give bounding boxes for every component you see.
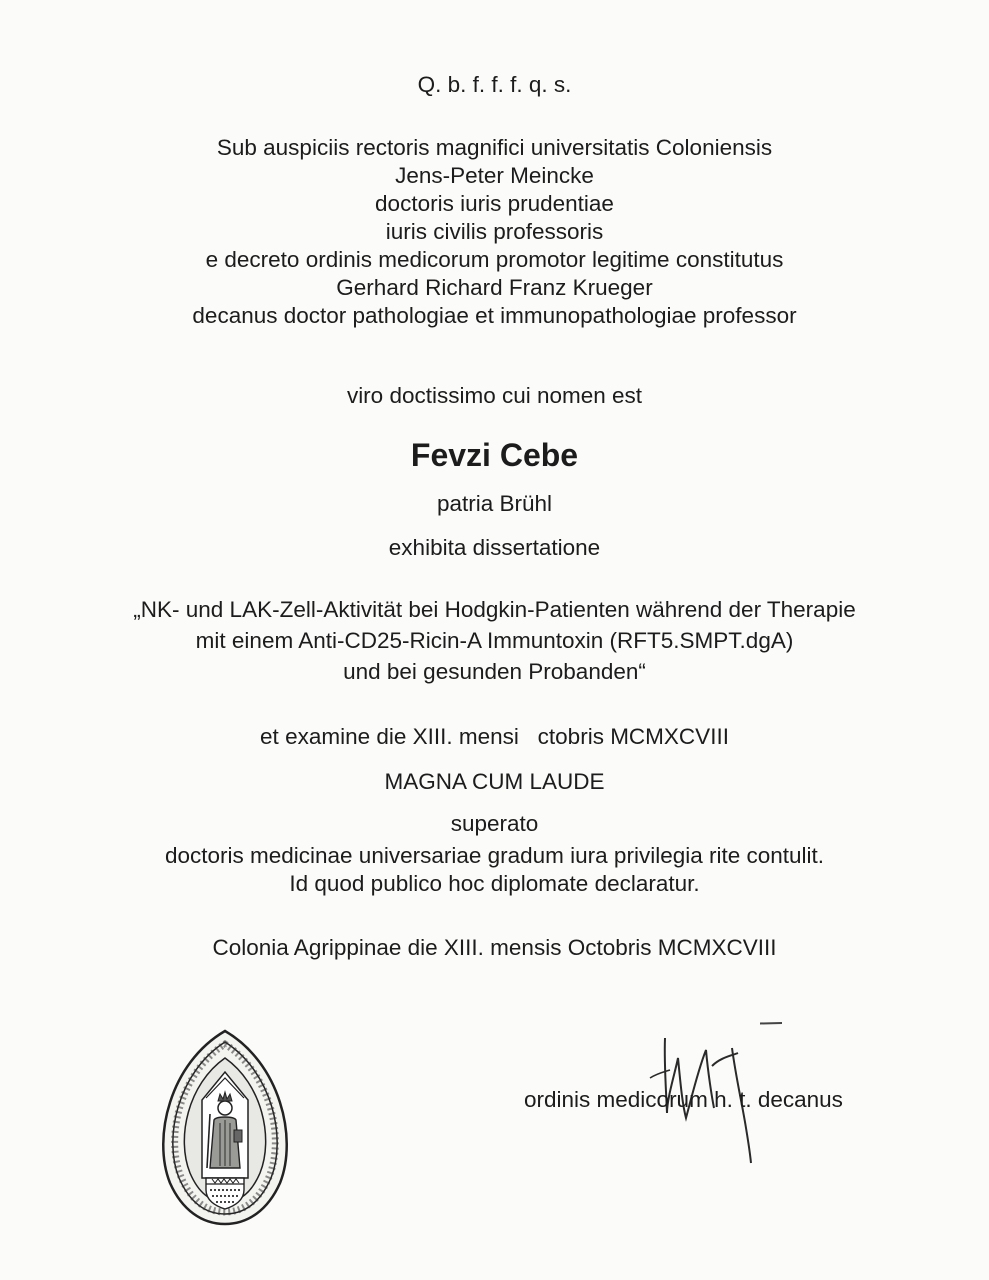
header-initials: Q. b. f. f. f. q. s. [417,72,572,97]
candidate-intro: viro doctissimo cui nomen est [346,383,643,408]
declaration-line: Id quod publico hoc diplomate declaratur. [289,871,700,896]
rector-profession: iuris civilis professoris [385,219,604,244]
ink-mark-icon [760,1022,782,1025]
exam-date-line: et examine die XIII. mensi ctobris MCMXCVIII [260,724,729,749]
dean-title: decanus doctor pathologiae et immunopathologiae professor [192,303,797,328]
rector-name [0,162,989,190]
dissertation-title-line: mit einem Anti-CD25-Ricin-A Immuntoxin (RFT5.SMPT.dgA) [195,628,794,653]
dissertation-title-line: „NK- und LAK-Zell-Aktivität bei Hodgkin-Patienten während der Therapie [133,597,856,622]
candidate-name: Fevzi Cebe [410,437,579,473]
candidate-origin: patria Brühl [436,491,553,516]
place-date-line: Colonia Agrippinae die XIII. mensis Octobris MCMXCVIII [212,935,777,960]
dissertation-intro: exhibita dissertatione [388,535,601,560]
dean-name: Gerhard Richard Franz Krueger [336,275,653,300]
auspices-line: Sub auspiciis rectoris magnifici universitatis Coloniensis [216,135,773,160]
rector-name-text: Jens-Peter Meincke [395,163,594,188]
dissertation-title-line: und bei gesunden Probanden“ [343,659,646,684]
superato-line: superato [450,811,539,836]
decree-line: e decreto ordinis medicorum promotor legitime constitutus [205,247,784,272]
university-seal-icon [150,1028,300,1226]
rector-title: doctoris iuris prudentiae [375,191,614,216]
conferral-line: doctoris medicinae universariae gradum iura privilegia rite contulit. [164,843,825,868]
grade: MAGNA CUM LAUDE [384,769,605,794]
signature-label: ordinis medicorum h. t. decanus [524,1087,843,1112]
